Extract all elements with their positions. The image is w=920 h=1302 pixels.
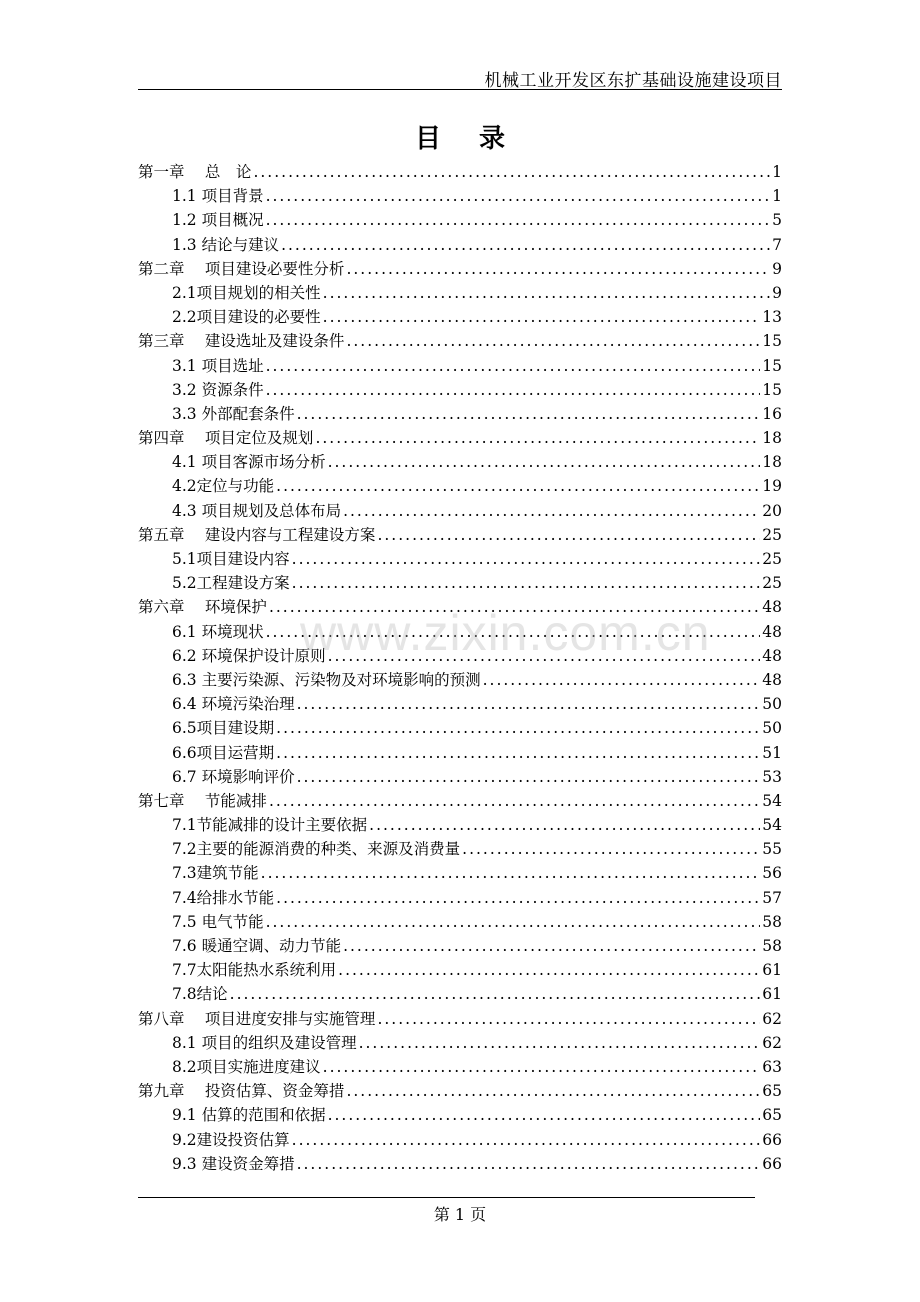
toc-chapter-entry[interactable] bbox=[138, 595, 782, 619]
toc-page-number: 16 bbox=[762, 404, 782, 423]
toc-dot-leader bbox=[323, 1055, 761, 1079]
toc-page-number: 54 bbox=[762, 816, 782, 835]
toc-section-entry[interactable] bbox=[138, 1055, 782, 1079]
toc-section-entry[interactable] bbox=[138, 1031, 782, 1055]
toc-dot-leader bbox=[328, 450, 761, 474]
toc-entry-title: 第六章 环境保护 bbox=[138, 598, 267, 617]
toc-page-number: 58 bbox=[762, 937, 782, 955]
toc-section-entry[interactable] bbox=[138, 741, 782, 765]
toc-dot-leader bbox=[266, 620, 761, 644]
toc-entry-title: 2.1项目规划的相关性 bbox=[172, 283, 321, 302]
toc-page-number: 53 bbox=[762, 767, 782, 786]
toc-section-entry[interactable] bbox=[138, 644, 782, 668]
toc-page-number: 13 bbox=[762, 308, 782, 327]
toc-entry-title: 9.2建设投资估算 bbox=[172, 1130, 290, 1149]
toc-section-entry[interactable] bbox=[138, 547, 782, 571]
toc-dot-leader bbox=[276, 716, 760, 740]
toc-entry-title: 7.1节能减排的设计主要依据 bbox=[172, 816, 368, 835]
toc-section-entry[interactable] bbox=[138, 1152, 782, 1176]
toc-section-entry[interactable] bbox=[138, 886, 782, 910]
toc-page-number: 48 bbox=[762, 598, 782, 617]
toc-dot-leader bbox=[338, 958, 760, 982]
watermark: www.zixin.com.cn bbox=[300, 605, 711, 661]
toc-dot-leader bbox=[276, 741, 760, 765]
toc-entry-title: 7.7太阳能热水系统利用 bbox=[172, 961, 337, 980]
header-rule bbox=[138, 89, 782, 90]
toc-dot-leader bbox=[297, 692, 761, 716]
toc-dot-leader bbox=[281, 233, 770, 257]
toc-page-number: 66 bbox=[762, 1130, 782, 1149]
toc-entry-title: 9.1 估算的范围和依据 bbox=[172, 1106, 326, 1125]
toc-dot-leader bbox=[292, 1128, 761, 1152]
toc-section-entry[interactable] bbox=[138, 910, 782, 934]
toc-dot-leader bbox=[343, 934, 760, 958]
toc-entry-title: 7.2主要的能源消费的种类、来源及消费量 bbox=[172, 840, 461, 859]
toc-section-entry[interactable] bbox=[138, 982, 782, 1006]
toc-dot-leader bbox=[269, 595, 760, 619]
toc-entry-title: 6.7 环境影响评价 bbox=[172, 767, 295, 786]
toc-page-number: 65 bbox=[762, 1082, 782, 1101]
toc-section-entry[interactable] bbox=[138, 184, 782, 208]
toc-entry-title: 4.1 项目客源市场分析 bbox=[172, 453, 326, 472]
toc-page-number: 19 bbox=[762, 477, 782, 496]
toc-page-number: 15 bbox=[762, 356, 782, 375]
toc-dot-leader bbox=[346, 257, 770, 281]
toc-section-entry[interactable] bbox=[138, 402, 782, 426]
toc-chapter-entry[interactable] bbox=[138, 426, 782, 450]
toc-page-number: 54 bbox=[762, 791, 782, 810]
toc-dot-leader bbox=[346, 329, 760, 353]
toc-entry-title: 7.6 暖通空调、动力节能 bbox=[172, 937, 342, 955]
toc-section-entry[interactable] bbox=[138, 837, 782, 861]
toc-entry-title: 第九章 投资估算、资金筹措 bbox=[138, 1082, 345, 1101]
toc-page-number: 51 bbox=[762, 743, 782, 762]
toc-page-number: 65 bbox=[762, 1106, 782, 1125]
toc-entry-title: 4.2定位与功能 bbox=[172, 477, 275, 496]
toc-dot-leader bbox=[328, 1103, 761, 1127]
toc-section-entry[interactable] bbox=[138, 813, 782, 837]
toc-dot-leader bbox=[276, 474, 760, 498]
toc-section-entry[interactable] bbox=[138, 474, 782, 498]
toc-dot-leader bbox=[359, 1031, 761, 1055]
toc-entry-title: 第七章 节能减排 bbox=[138, 791, 267, 810]
toc-page-number: 15 bbox=[762, 380, 782, 399]
toc-entry-title: 1.3 结论与建议 bbox=[172, 235, 280, 254]
toc-section-entry[interactable] bbox=[138, 692, 782, 716]
toc-section-entry[interactable] bbox=[138, 765, 782, 789]
toc-page-number: 18 bbox=[762, 453, 782, 472]
toc-section-entry[interactable] bbox=[138, 620, 782, 644]
toc-entry-title: 8.1 项目的组织及建设管理 bbox=[172, 1033, 357, 1052]
toc-dot-leader bbox=[261, 861, 761, 885]
toc-entry-title: 6.1 环境现状 bbox=[172, 622, 264, 641]
toc-entry-title: 第八章 项目进度安排与实施管理 bbox=[138, 1009, 376, 1028]
toc-dot-leader bbox=[292, 571, 761, 595]
toc-entry-title: 第四章 项目定位及规划 bbox=[138, 429, 314, 448]
toc-entry-title: 1.1 项目背景 bbox=[172, 187, 264, 206]
toc-section-entry[interactable] bbox=[138, 499, 782, 523]
toc-entry-title: 第五章 建设内容与工程建设方案 bbox=[138, 525, 376, 544]
toc-dot-leader bbox=[266, 910, 761, 934]
toc-page-number: 25 bbox=[762, 525, 782, 544]
toc-title: 目录 bbox=[414, 124, 543, 154]
toc-entry-title: 1.2 项目概况 bbox=[172, 211, 264, 230]
toc-dot-leader bbox=[292, 547, 761, 571]
toc-dot-leader bbox=[315, 426, 760, 450]
toc-dot-leader bbox=[346, 1079, 760, 1103]
toc-entry-title: 6.6项目运营期 bbox=[172, 743, 275, 762]
toc-page-number: 58 bbox=[762, 912, 782, 931]
toc-page-number: 62 bbox=[762, 1009, 782, 1028]
toc-dot-leader bbox=[297, 1152, 761, 1176]
toc-page-number: 1 bbox=[772, 163, 782, 181]
toc-page-number: 48 bbox=[762, 622, 782, 641]
toc-section-entry[interactable] bbox=[138, 571, 782, 595]
toc-dot-leader bbox=[483, 668, 761, 692]
toc-entry-title: 6.3 主要污染源、污染物及对环境影响的预测 bbox=[172, 670, 481, 689]
toc-dot-leader bbox=[253, 160, 770, 184]
toc-page-number: 25 bbox=[762, 574, 782, 593]
toc-entry-title: 6.5项目建设期 bbox=[172, 719, 275, 738]
toc-chapter-entry[interactable] bbox=[138, 1007, 782, 1031]
toc-page-number: 9 bbox=[772, 259, 782, 278]
toc-dot-leader bbox=[462, 837, 760, 861]
toc-page-number: 48 bbox=[762, 646, 782, 665]
toc-section-entry[interactable] bbox=[138, 1128, 782, 1152]
toc-entry-title: 7.3建筑节能 bbox=[172, 864, 259, 883]
toc-entry-title: 7.8结论 bbox=[172, 985, 228, 1004]
toc-dot-leader bbox=[266, 184, 771, 208]
toc-page-number: 57 bbox=[762, 888, 782, 907]
toc-entry-title: 5.2工程建设方案 bbox=[172, 574, 290, 593]
toc-entry-title: 3.3 外部配套条件 bbox=[172, 404, 295, 423]
toc-entry-title: 第一章 总 论 bbox=[138, 163, 252, 181]
toc-page-number: 55 bbox=[762, 840, 782, 859]
toc-dot-leader bbox=[266, 354, 761, 378]
toc-page-number: 63 bbox=[762, 1057, 782, 1076]
toc-dot-leader bbox=[297, 402, 761, 426]
toc-entry-title: 4.3 项目规划及总体布局 bbox=[172, 501, 342, 520]
toc-dot-leader bbox=[323, 305, 761, 329]
toc-chapter-entry[interactable] bbox=[138, 160, 782, 184]
toc-entry-title: 6.2 环境保护设计原则 bbox=[172, 646, 326, 665]
toc-chapter-entry[interactable] bbox=[138, 523, 782, 547]
toc-section-entry[interactable] bbox=[138, 1103, 782, 1127]
toc-entry-title: 8.2项目实施进度建议 bbox=[172, 1057, 321, 1076]
toc-page-number: 61 bbox=[762, 985, 782, 1004]
toc-page-number: 25 bbox=[762, 550, 782, 568]
toc-page-number: 1 bbox=[772, 187, 782, 206]
toc-chapter-entry[interactable] bbox=[138, 1079, 782, 1103]
toc-dot-leader bbox=[369, 813, 760, 837]
toc-page-number: 20 bbox=[762, 501, 782, 520]
page-number: 第 1 页 bbox=[433, 1205, 487, 1224]
toc-chapter-entry[interactable] bbox=[138, 257, 782, 281]
toc-page-number: 48 bbox=[762, 670, 782, 689]
toc-dot-leader bbox=[377, 1007, 760, 1031]
toc-entry-title: 2.2项目建设的必要性 bbox=[172, 308, 321, 327]
toc-dot-leader bbox=[266, 208, 771, 232]
toc-dot-leader bbox=[323, 281, 770, 305]
toc-page-number: 66 bbox=[762, 1154, 782, 1173]
toc-dot-leader bbox=[377, 523, 760, 547]
toc-page-number: 7 bbox=[772, 235, 782, 254]
toc-section-entry[interactable] bbox=[138, 450, 782, 474]
toc-page-number: 50 bbox=[762, 719, 782, 738]
toc-page-number: 5 bbox=[772, 211, 782, 230]
toc-page-number: 9 bbox=[772, 283, 782, 302]
toc-chapter-entry[interactable] bbox=[138, 329, 782, 353]
toc-section-entry[interactable] bbox=[138, 378, 782, 402]
toc-dot-leader bbox=[297, 765, 761, 789]
toc-entry-title: 6.4 环境污染治理 bbox=[172, 695, 295, 714]
toc-page-number: 50 bbox=[762, 695, 782, 714]
toc-section-entry[interactable] bbox=[138, 958, 782, 982]
document-header-title: 机械工业开发区东扩基础设施建设项目 bbox=[484, 71, 782, 91]
toc-page-number: 15 bbox=[762, 332, 782, 351]
toc-entry-title: 9.3 建设资金筹措 bbox=[172, 1154, 295, 1173]
toc-section-entry[interactable] bbox=[138, 354, 782, 378]
toc-chapter-entry[interactable] bbox=[138, 789, 782, 813]
toc-page-number: 61 bbox=[762, 961, 782, 980]
toc-dot-leader bbox=[328, 644, 761, 668]
toc-dot-leader bbox=[343, 499, 760, 523]
toc-section-entry[interactable] bbox=[138, 208, 782, 232]
table-of-contents bbox=[138, 160, 782, 1176]
toc-entry-title: 3.2 资源条件 bbox=[172, 380, 264, 399]
toc-section-entry[interactable] bbox=[138, 861, 782, 885]
toc-entry-title: 7.4给排水节能 bbox=[172, 888, 275, 907]
toc-page-number: 62 bbox=[762, 1033, 782, 1052]
toc-section-entry[interactable] bbox=[138, 281, 782, 305]
toc-entry-title: 5.1项目建设内容 bbox=[172, 550, 290, 568]
toc-dot-leader bbox=[230, 982, 761, 1006]
toc-section-entry[interactable] bbox=[138, 716, 782, 740]
toc-dot-leader bbox=[276, 886, 760, 910]
toc-entry-title: 7.5 电气节能 bbox=[172, 912, 264, 931]
toc-section-entry[interactable] bbox=[138, 934, 782, 958]
toc-dot-leader bbox=[266, 378, 761, 402]
toc-entry-title: 第二章 项目建设必要性分析 bbox=[138, 259, 345, 278]
toc-entry-title: 第三章 建设选址及建设条件 bbox=[138, 332, 345, 351]
toc-page-number: 18 bbox=[762, 429, 782, 448]
toc-dot-leader bbox=[269, 789, 760, 813]
footer-rule bbox=[138, 1197, 755, 1198]
toc-section-entry[interactable] bbox=[138, 233, 782, 257]
toc-section-entry[interactable] bbox=[138, 668, 782, 692]
toc-page-number: 56 bbox=[762, 864, 782, 883]
toc-section-entry[interactable] bbox=[138, 305, 782, 329]
toc-entry-title: 3.1 项目选址 bbox=[172, 356, 264, 375]
